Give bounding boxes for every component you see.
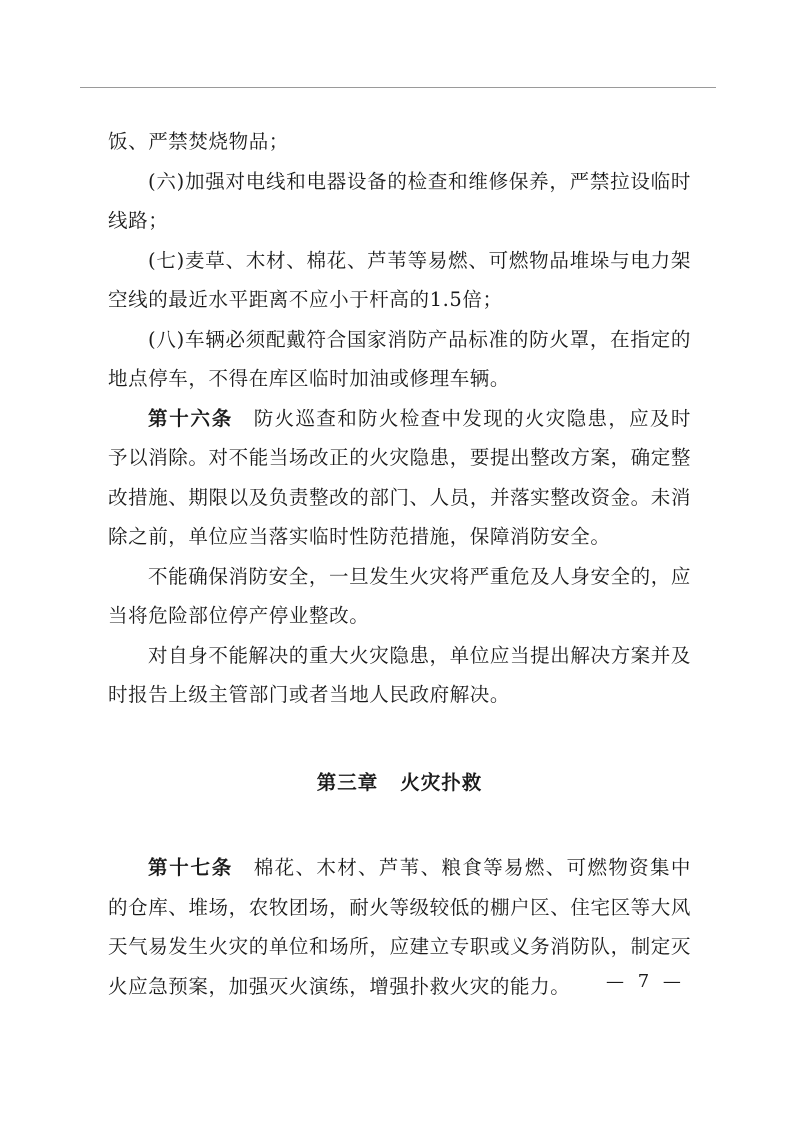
- paragraph-text: (六)加强对电线和电器设备的检查和维修保养，严禁拉设临时线路；: [108, 169, 691, 232]
- paragraph-text: 不能确保消防安全，一旦发生火灾将严重危及人身安全的，应当将危险部位停产停业整改。: [108, 564, 691, 627]
- body-paragraph: [108, 557, 691, 636]
- paragraph-text: (七)麦草、木材、棉花、芦苇等易燃、可燃物品堆垛与电力架空线的最近水平距离不应小于杆高的1.5倍；: [108, 248, 691, 311]
- article-paragraph: [108, 848, 691, 1006]
- article-label: 第十六条: [148, 406, 234, 430]
- header-rule: [80, 87, 716, 88]
- paragraph-text: (八)车辆必须配戴符合国家消防产品标准的防火罩，在指定的地点停车，不得在库区临时加油或修理车辆。: [108, 327, 691, 390]
- paragraph-text: 对自身不能解决的重大火灾隐患，单位应当提出解决方案并及时报告上级主管部门或者当地人民政府解决。: [108, 643, 691, 706]
- page-number: — 7 —: [606, 971, 685, 992]
- article-label: 第十七条: [148, 856, 234, 879]
- chapter-title: 火灾扑救: [400, 770, 483, 794]
- body-paragraph: [108, 636, 691, 715]
- paragraph-text: 防火巡查和防火检查中发现的火灾隐患，应及时予以消除。对不能当场改正的火灾隐患，要提出整改方案，确定整改措施、期限以及负责整改的部门、人员，并落实整改资金。未消除之前，单位应当落实临时性防范措施，保障消防安全。: [108, 406, 691, 548]
- body-paragraph: [108, 162, 691, 241]
- document-body: [108, 122, 691, 1006]
- article-paragraph: [108, 399, 691, 557]
- paragraph-text: 饭、严禁焚烧物品；: [108, 130, 289, 153]
- body-paragraph: [108, 241, 691, 320]
- body-paragraph: [108, 320, 691, 399]
- paragraph-text: 棉花、木材、芦苇、粮食等易燃、可燃物资集中的仓库、堆场，农牧团场，耐火等级较低的棚户区、住宅区等大风天气易发生火灾的单位和场所，应建立专职或义务消防队，制定灭火应急预案，加强灭火演练，增强扑救火灾的能力。: [108, 856, 691, 998]
- chapter-number: 第三章: [316, 770, 379, 794]
- chapter-heading: [108, 763, 691, 803]
- body-paragraph: [108, 122, 691, 162]
